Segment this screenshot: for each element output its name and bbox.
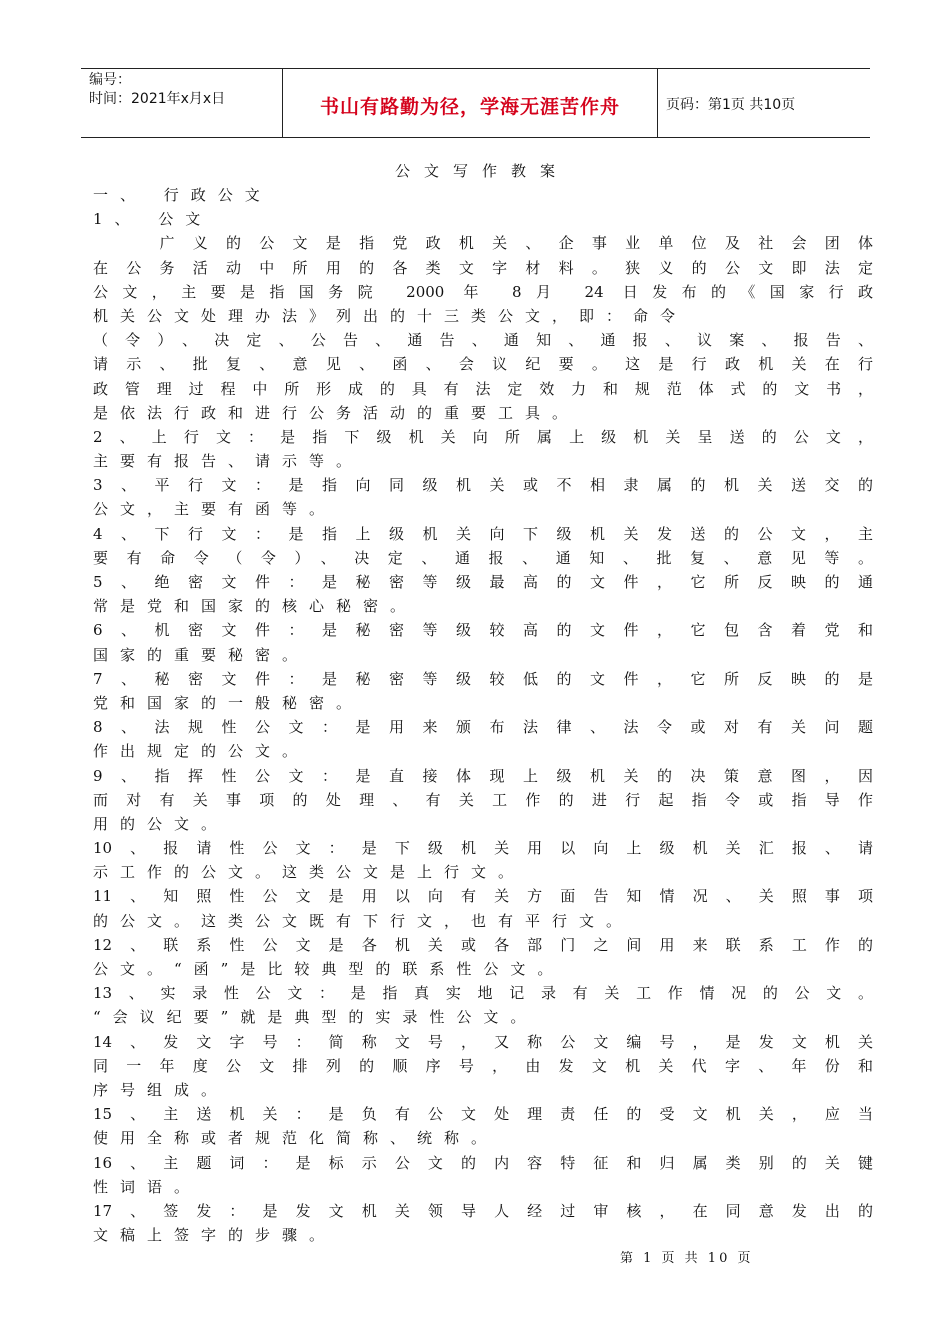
body-line: 7、秘密文件：是秘密等级较低的文件，它所反映的是 [93, 669, 873, 688]
body-line: 在公务活动中所用的各类文字材料。狭义的公文即法定 [93, 258, 873, 277]
body-line: 要有命令（令）、决定、通报、通知、批复、意见等。 [93, 548, 873, 567]
body-line: 16、主题词：是标示公文的内容特征和归属类别的关键 [93, 1153, 873, 1172]
body-line: 9、指挥性公文：是直接体现上级机关的决策意图，因 [93, 766, 873, 785]
document-date: 时间：2021年x月x日 [89, 91, 226, 107]
body-line: 同一年度公文排列的顺序号，由发文机关代字、年份和 [93, 1056, 873, 1075]
body-line: 党和国家的一般秘密。 [93, 693, 364, 712]
body-line: 国家的重要秘密。 [93, 645, 310, 664]
body-line: “会议纪要”就是典型的实录性公文。 [93, 1008, 538, 1027]
body-line: 13、实录性公文：是指真实地记录有关工作情况的公文。 [93, 984, 873, 1003]
header-motto-cell [283, 69, 658, 137]
body-line: 5、绝密文件：是秘密等级最高的文件，它所反映的通 [93, 573, 873, 591]
body-line: 15、主送机关：是负有公文处理责任的受文机关，应当 [93, 1105, 873, 1124]
body-line: 一、 行政公文 [93, 186, 272, 204]
body-line: 8、法规性公文：是用来颁布法律、法令或对有关问题 [93, 718, 873, 737]
body-line: 序号组成。 [93, 1080, 229, 1099]
body-line: 使用全称或者规范化简称、统称。 [93, 1129, 499, 1148]
body-line: 政管理过程中所形成的具有法定效力和规范体式的文书， [93, 379, 873, 398]
body-line: 用的公文。 [93, 814, 229, 833]
body-line: 作出规定的公文。 [93, 742, 310, 761]
body-line: 的公文。这类公文既有下行文，也有平行文。 [93, 911, 634, 930]
body-line: 17、签发：是发文机关领导人经过审核，在同意发出的 [93, 1201, 873, 1220]
body-line: 14、发文字号：简称文号，又称公文编号，是发文机关 [93, 1032, 873, 1051]
body-line: 而对有关事项的处理、有关工作的进行起指令或指导作 [93, 790, 873, 809]
body-line: 6、机密文件：是秘密等级较高的文件，它包含着党和 [93, 621, 873, 640]
body-line: 机关公文处理办法》列出的十三类公文，即：命令 [93, 306, 688, 325]
body-line: 主要有报告、请示等。 [93, 452, 364, 471]
body-line: 2、上行文：是指下级机关向所属上级机关呈送的公文， [93, 427, 873, 446]
body-line: 1、 公文 [93, 210, 213, 229]
body-line: 文稿上签字的步骤。 [93, 1226, 337, 1245]
body-line: 公文，主要有函等。 [93, 500, 337, 519]
body-line: 广义的公文是指党政机关、企事业单位及社会团体 [93, 234, 873, 253]
body-line: 请示、批复、意见、函、会议纪要。这是行政机关在行 [93, 355, 873, 374]
body-line: 公文，主要是指国务院 2000 年 8月 24 日发布的《国家行政 [93, 282, 873, 301]
page-footer: 第 1 页 共 10 页 [620, 1251, 754, 1266]
body-line: 常是党和国家的核心秘密。 [93, 597, 418, 616]
body-line: 3、平行文：是指向同级机关或不相隶属的机关送交的 [93, 476, 873, 495]
document-title: 公文写作教案 [394, 162, 569, 180]
body-line: 性词语。 [93, 1177, 202, 1196]
header-meta [81, 69, 283, 137]
header-page-info: 页码：第1页 共10页 [666, 97, 796, 113]
body-line: 是依法行政和进行公务活动的重要工具。 [93, 403, 580, 422]
body-line: 示工作的公文。这类公文是上行文。 [93, 863, 526, 882]
body-line: 10、报请性公文：是下级机关用以向上级机关汇报、请 [93, 839, 873, 858]
body-line: 公文。“函”是比较典型的联系性公文。 [93, 960, 565, 978]
body-line: 4、下行文：是指上级机关向下级机关发送的公文，主 [93, 524, 873, 543]
body-line: 12、联系性公文是各机关或各部门之间用来联系工作的 [93, 935, 873, 954]
header-motto: 书山有路勤为径，学海无涯苦作舟 [319, 95, 620, 118]
body-line: （令）、决定、公告、通告、通知、通报、议案、报告、 [93, 331, 873, 350]
document-body [93, 183, 873, 1247]
document-number-label: 编号： [89, 72, 131, 88]
body-line: 11、知照性公文是用以向有关方面告知情况、关照事项 [93, 887, 873, 906]
page-header [81, 68, 870, 138]
